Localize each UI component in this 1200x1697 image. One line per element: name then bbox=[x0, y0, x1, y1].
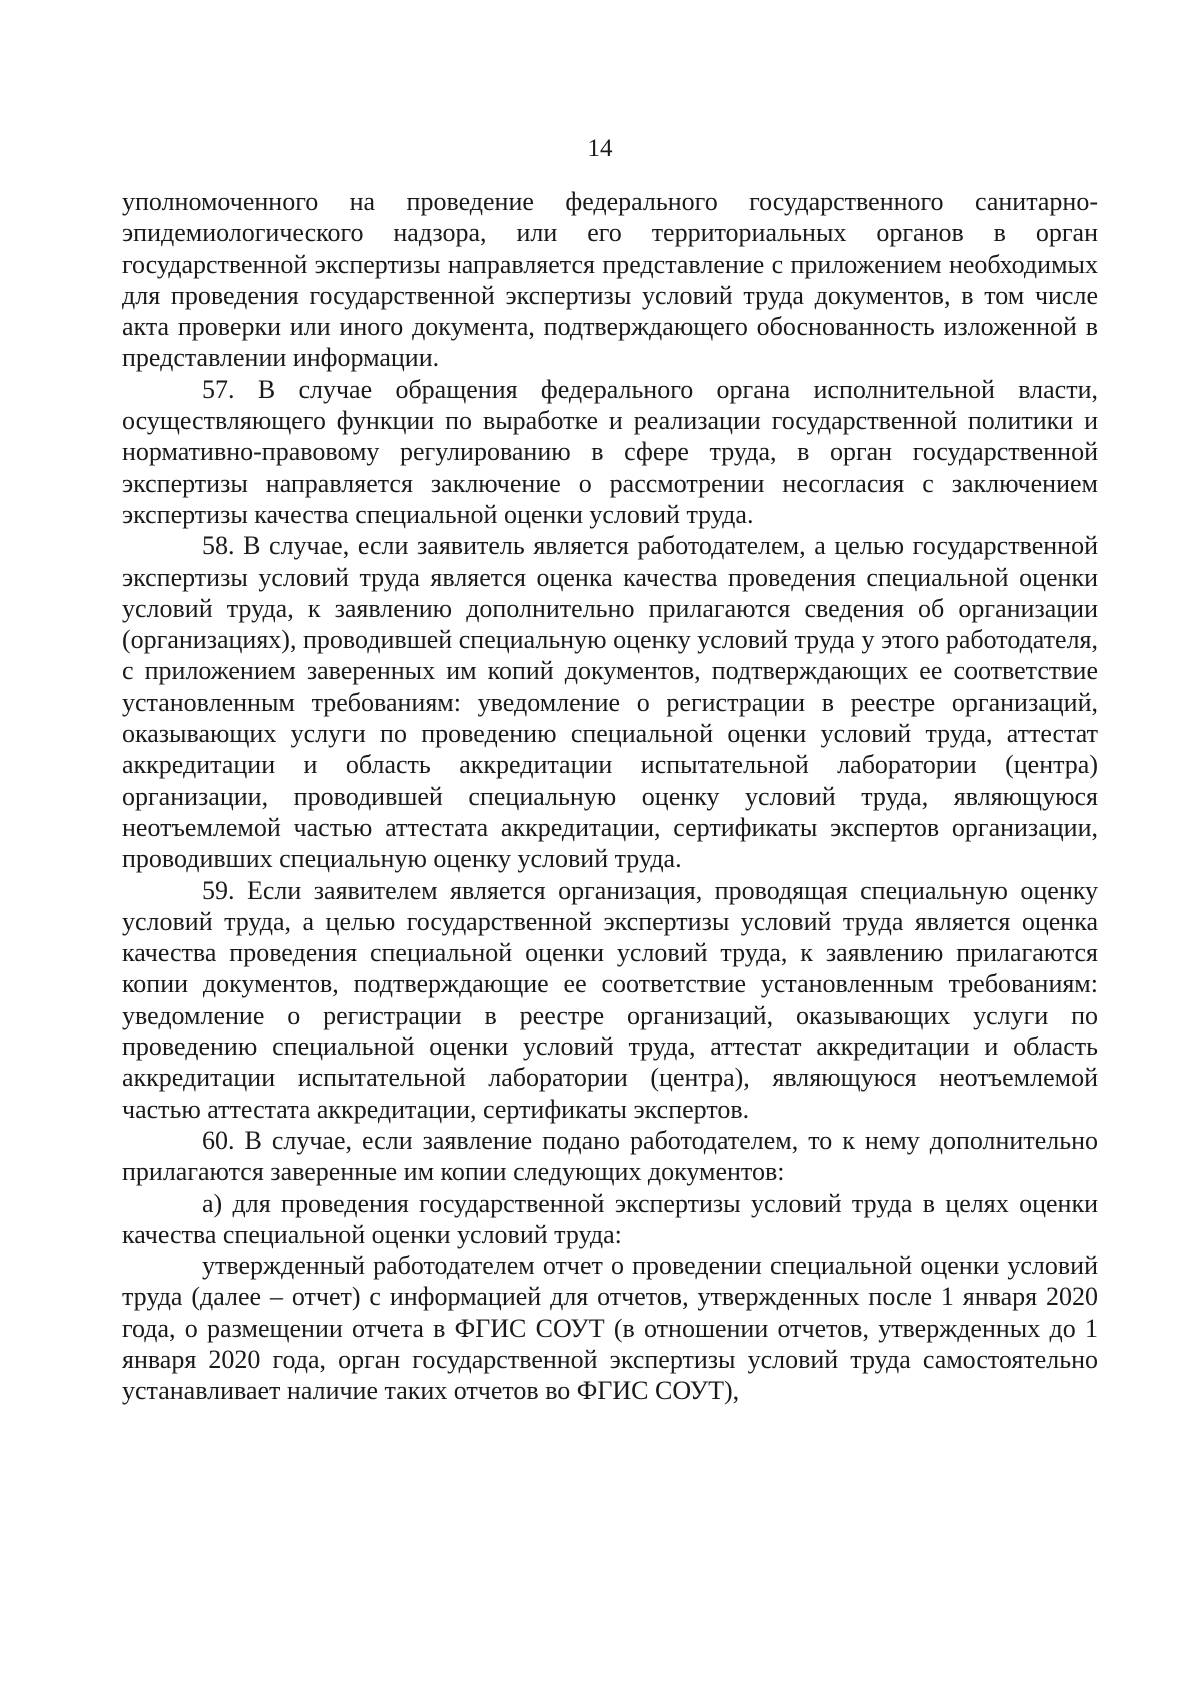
paragraph-60a: а) для проведения государственной экспертизы условий труда в целях оценки качества специальной оценки условий труда: bbox=[122, 1188, 1098, 1249]
page-number: 14 bbox=[587, 135, 613, 162]
document-body bbox=[122, 186, 1098, 1407]
paragraph-58: 58. В случае, если заявитель является работодателем, а целью государственной экспертизы условий труда является оценка качества проведения специальной оценки условий труда, к заявлению дополнительно прилагаются сведения об организации (организациях), проводившей специальную оценку условий труда у этого работодателя, с приложением заверенных им копий документов, подтверждающих ее соответствие установленным требованиям: уведомление о регистрации в реестре организаций, оказывающих услуги по проведению специальной оценки условий труда, аттестат аккредитации и область аккредитации испытательной лаборатории (центра) организации, проводившей специальную оценку условий труда, являющуюся неотъемлемой частью аттестата аккредитации, сертификаты экспертов организации, проводивших специальную оценку условий труда. bbox=[122, 531, 1098, 874]
paragraph-60: 60. В случае, если заявление подано работодателем, то к нему дополнительно прилагаются заверенные им копии следующих документов: bbox=[122, 1125, 1098, 1187]
paragraph-57: 57. В случае обращения федерального органа исполнительной власти, осуществляющего функции по выработке и реализации государственной политики и нормативно-правовому регулированию в сфере труда, в орган государственной экспертизы направляется заключение о рассмотрении несогласия с заключением экспертизы качества специальной оценки условий труда. bbox=[122, 374, 1098, 529]
paragraph-59: 59. Если заявителем является организация, проводящая специальную оценку условий труда, а целью государственной экспертизы условий труда является оценка качества проведения специальной оценки условий труда, к заявлению прилагаются копии документов, подтверждающие ее соответствие установленным требованиям: уведомление о регистрации в реестре организаций, оказывающих услуги по проведению специальной оценки условий труда, аттестат аккредитации и область аккредитации испытательной лаборатории (центра), являющуюся неотъемлемой частью аттестата аккредитации, сертификаты экспертов. bbox=[122, 875, 1098, 1124]
paragraph-approved-report: утвержденный работодателем отчет о проведении специальной оценки условий труда (далее – отчет) с информацией для отчетов, утвержденных после 1 января 2020 года, о размещении отчета в ФГИС СОУТ (в отношении отчетов, утвержденных до 1 января 2020 года, орган государственной экспертизы условий труда самостоятельно устанавливает наличие таких отчетов во ФГИС СОУТ), bbox=[122, 1251, 1098, 1406]
paragraph-continuation: уполномоченного на проведение федерального государственного санитарно-эпидемиологического надзора, или его территориальных органов в орган государственной экспертизы направляется представление с приложением необходимых для проведения государственной экспертизы условий труда документов, в том числе акта проверки или иного документа, подтверждающего обоснованность изложенной в представлении информации. bbox=[122, 187, 1098, 373]
